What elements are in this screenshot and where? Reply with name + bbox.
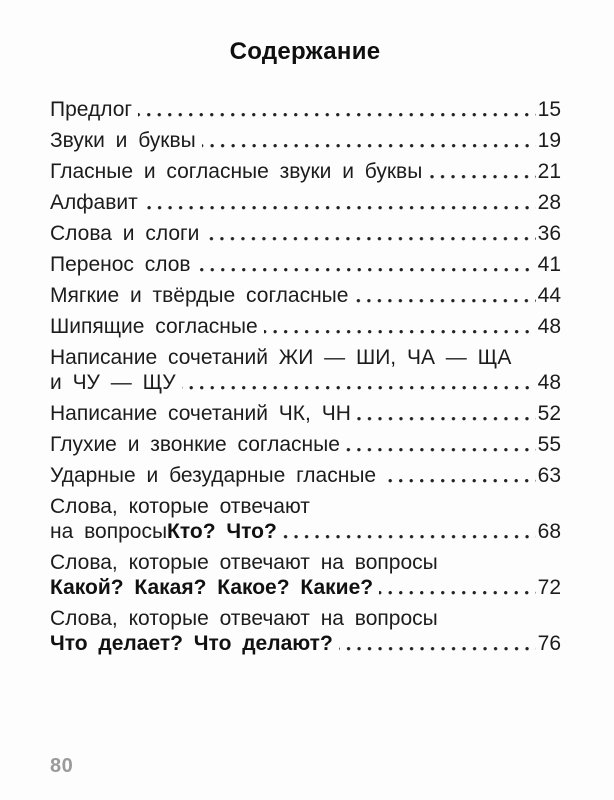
- toc-entry-line: [50, 401, 561, 426]
- toc-entry-page: 15: [537, 98, 561, 121]
- toc-entry-text: Алфавит: [50, 191, 138, 214]
- toc-entry: [50, 128, 561, 153]
- toc-entry-line: [50, 432, 561, 457]
- toc-entry-text: Глухие и звонкие согласные: [50, 433, 340, 456]
- toc-entry-page: 48: [537, 315, 561, 338]
- toc-entry-line: [50, 128, 561, 153]
- toc-entry-text: Ударные и безударные гласные: [50, 464, 377, 487]
- toc-entry-text: Предлог: [50, 98, 133, 121]
- toc-entry: [50, 432, 561, 457]
- toc-entry-line: [50, 370, 561, 395]
- toc-entry-text: Написание сочетаний ЖИ — ШИ, ЧА — ЩА: [50, 346, 512, 369]
- toc-entry-line: [50, 159, 561, 184]
- toc-entry-line: [50, 606, 561, 631]
- toc-entry-line: [50, 519, 561, 544]
- toc-entry: [50, 283, 561, 308]
- table-of-contents: [50, 97, 561, 656]
- toc-entry-text: Слова, которые отвечают на вопросы: [50, 607, 438, 630]
- toc-entry-page: 41: [537, 253, 561, 276]
- toc-entry-page: 44: [537, 284, 561, 307]
- toc-entry-text: Звуки и буквы: [50, 129, 196, 152]
- toc-entry-line: [50, 314, 561, 339]
- toc-entry-line: [50, 550, 561, 575]
- toc-entry-text: Слова, которые отвечают: [50, 495, 310, 518]
- page-title: Содержание: [229, 38, 381, 65]
- toc-entry-text: Перенос слов: [50, 253, 191, 276]
- toc-entry-page: 21: [537, 160, 561, 183]
- toc-entry-text: Что делает? Что делают?: [50, 632, 333, 655]
- toc-entry: [50, 314, 561, 339]
- toc-entry-line: [50, 221, 561, 246]
- toc-entry-text: Какой? Какая? Какое? Какие?: [50, 576, 374, 599]
- toc-entry: [50, 494, 561, 544]
- toc-entry-text: Мягкие и твёрдые согласные: [50, 284, 349, 307]
- toc-entry-page: 28: [537, 191, 561, 214]
- toc-entry: [50, 463, 561, 488]
- toc-entry-line: [50, 190, 561, 215]
- toc-entry-text: и ЧУ — ЩУ: [50, 371, 176, 394]
- toc-entry-text: Слова, которые отвечают на вопросы: [50, 551, 438, 574]
- toc-entry-text: Слова и слоги: [50, 222, 200, 245]
- toc-entry: [50, 221, 561, 246]
- toc-entry: [50, 159, 561, 184]
- toc-entry: [50, 345, 561, 395]
- page-number: 80: [50, 755, 74, 777]
- toc-entry-line: [50, 252, 561, 277]
- toc-entry-line: [50, 575, 561, 600]
- toc-entry-line: [50, 97, 561, 122]
- toc-entry-page: 19: [537, 129, 561, 152]
- toc-entry-text: на вопросы: [50, 520, 168, 543]
- toc-entry-page: 55: [537, 433, 561, 456]
- toc-entry: [50, 190, 561, 215]
- toc-entry: [50, 401, 561, 426]
- toc-entry-line: [50, 283, 561, 308]
- toc-entry-page: 52: [537, 402, 561, 425]
- toc-entry-page: 48: [537, 371, 561, 394]
- toc-entry: [50, 550, 561, 600]
- toc-entry-text: Шипящие согласные: [50, 315, 258, 338]
- toc-entry: [50, 606, 561, 656]
- toc-entry-page: 63: [537, 464, 561, 487]
- toc-entry-text: Написание сочетаний ЧК, ЧН: [50, 402, 351, 425]
- toc-entry-page: 76: [537, 632, 561, 655]
- toc-entry-line: [50, 494, 561, 519]
- toc-entry-page: 68: [537, 520, 561, 543]
- toc-entry-page: 72: [537, 576, 561, 599]
- toc-entry-text: Гласные и согласные звуки и буквы: [50, 160, 423, 183]
- toc-entry-line: [50, 345, 561, 370]
- toc-entry: [50, 97, 561, 122]
- toc-entry-line: [50, 631, 561, 656]
- toc-entry-line: [50, 463, 561, 488]
- toc-entry-page: 36: [537, 222, 561, 245]
- toc-entry-text: Кто? Что?: [167, 520, 277, 543]
- toc-entry: [50, 252, 561, 277]
